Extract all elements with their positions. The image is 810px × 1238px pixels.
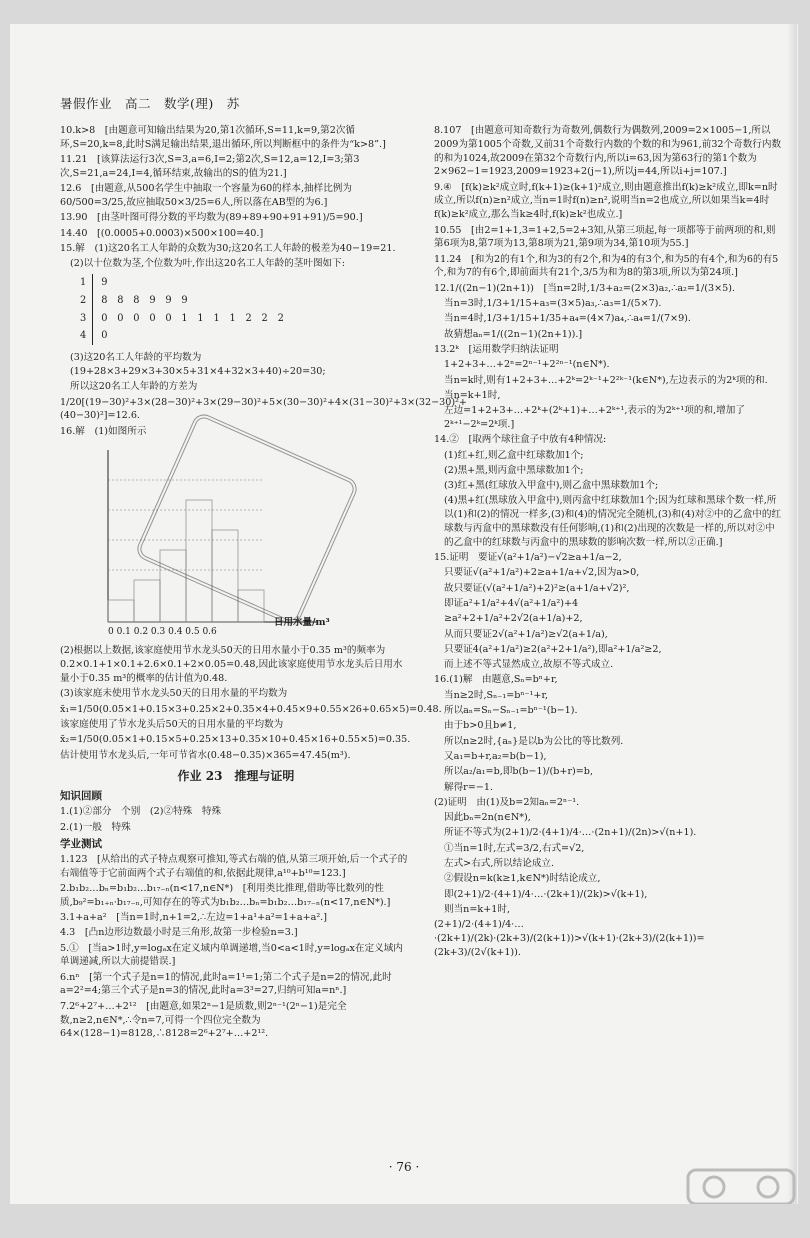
answer-15-part1: 15.解 (1)这20名工人年龄的众数为30;这20名工人年龄的极差为40−19=21. bbox=[60, 242, 396, 254]
answer-15-part1: 15.证明 要证√(a²+1/a²)−√2≥a+1/a−2, bbox=[434, 552, 622, 564]
leaf-values: 0 bbox=[101, 330, 108, 342]
answer-11: 11.21 [该算法运行3次,S=3,a=6,I=2;第2次,S=12,a=12,I=3;第3次,S=21,a=24,I=4,循环结束,故输出的S的值为21.] bbox=[60, 154, 360, 179]
answer-16-part5: 该家庭使用了节水龙头后50天的日用水量的平均数为 bbox=[60, 718, 284, 730]
answer-16-part8: 解得r=−1. bbox=[444, 781, 494, 793]
answer-15-part2: 只要证√(a²+1/a²)+2≥a+1/a+√2,因为a>0, bbox=[444, 567, 640, 579]
answer-15-part6: 从而只要证2√(a²+1/a²)≥√2(a+1/a), bbox=[444, 628, 608, 640]
answer-16-part7: 估计使用节水龙头后,一年可节省水(0.48−0.35)×365=47.45(m³). bbox=[60, 749, 351, 761]
answer-16-part1: 16.(1)解 由题意,Sₙ=bⁿ+r, bbox=[434, 674, 558, 686]
answer-9: 9.④ [f(k)≥k²成立时,f(k+1)≥(k+1)²成立,则由题意推出f(k)≥k²成立,即k=n时成立,所以f(n)≥n²成立,当n=1时f(n)≥n²,说明当n=2也成立,所以如果当k=4时f(k)≥k²成立,那么当k≥4时,f(k)≥k²也成立.] bbox=[434, 181, 778, 221]
answer-10: 10.55 [由2=1+1,3=1+2,5=2+3知,从第三项起,每一项都等于前两项的和,则第6项为8,第7项为13,第8项为21,第9项为34,第10项为55.] bbox=[434, 224, 776, 250]
answer-16-part2: 当n≥2时,Sₙ₋₁=bⁿ⁻¹+r, bbox=[444, 689, 549, 701]
answer-10: 10.k>8 [由题意可知输出结果为20,第1次循环,S=11,k=9,第2次循环,S=20,k=8,此时S满足输出结果,退出循环,所以判断框中的条件为“k>8”.] bbox=[60, 125, 386, 150]
stem-value: 1 bbox=[72, 274, 93, 292]
test-6: 6.nⁿ [第一个式子是n=1的情况,此时a=1¹=1;第二个式子是n=2的情况,此时a=2²=4;第三个式子是n=3的情况,此时a=3³=27,归纳可知a=nⁿ.] bbox=[60, 971, 392, 997]
answer-16-part1: 16.解 (1)如图所示 bbox=[60, 425, 147, 437]
answer-16-proof-9: (2+1)/2·(4+1)/4·…·(2k+1)/(2k)·(2k+3)/(2(k+1))>√(k+1)·(2k+3)/(2(k+1))=(2k+3)/(2√(k+1)). bbox=[434, 919, 705, 958]
leaf-values: 8 8 8 9 9 9 bbox=[101, 294, 188, 306]
knowledge-2: 2.(1)一般 特殊 bbox=[60, 821, 131, 833]
answer-8: 8.107 [由题意可知奇数行为奇数列,偶数行为偶数列,2009=2×1005−1,所以2009为第1005个奇数,又前31个奇数行内数的个数的和为961,前32个奇数行内数的和为1024,故2009在第32个奇数行内,所以i=63,因为第63行的第1个数为2×962−1=1923,2009=1923+2(j−1),所以j=44,所以i+j=107.] bbox=[434, 125, 782, 178]
answer-14-part5: (4)黑+红(黑球放入甲盒中),则丙盒中红球数加1个;因为红球和黑球个数一样,所以(1)和(2)的情况一样多,(3)和(4)的情况完全随机,(3)和(4)对②中的乙盒中的红球数与丙盒中的黑球数没有任何影响,(1)和(2)出现的次数是一样的,所以对②中的乙盒中的红球数与丙盒中的黑球数的影响次数一样,所以②正确.] bbox=[444, 495, 782, 548]
answer-15-part2: (2)以十位数为茎,个位数为叶,作出这20名工人年龄的茎叶图如下: bbox=[70, 258, 345, 270]
answer-16-part4: 由于b>0且b≠1, bbox=[444, 720, 517, 732]
answer-14-part2: (1)红+红,则乙盒中红球数加1个; bbox=[444, 449, 584, 461]
answer-12-part1: 12.1/((2n−1)(2n+1)) [当n=2时,1/3+a₂=(2×3)a₂,∴a₂=1/(3×5). bbox=[434, 282, 736, 294]
answer-14-part3: (2)黑+黑,则丙盒中黑球数加1个; bbox=[444, 464, 584, 476]
test-4: 4.3 [凸n边形边数最小时是三角形,故第一步检验n=3.] bbox=[60, 927, 298, 939]
answer-13-part4: 当n=k+1时, bbox=[444, 389, 501, 401]
answer-12-part2: 当n=3时,1/3+1/15+a₃=(3×5)a₃,∴a₃=1/(5×7). bbox=[444, 298, 662, 310]
answer-12-part3: 当n=4时,1/3+1/15+1/35+a₄=(4×7)a₄,∴a₄=1/(7×9). bbox=[444, 313, 691, 325]
page-edge-shadow bbox=[787, 24, 797, 1204]
answer-16-proof-4: ①当n=1时,左式=3/2,右式=√2, bbox=[444, 842, 585, 854]
left-column bbox=[60, 124, 467, 1043]
answer-13-part3: 当n=k时,则有1+2+3+…+2ᵏ=2ᵏ⁻¹+2²ᵏ⁻¹(k∈N*),左边表示的为2ᵏ项的和. bbox=[444, 374, 768, 386]
subsection-knowledge: 知识回顾 bbox=[60, 790, 102, 803]
answer-14-part4: (3)红+黑(红球放入甲盒中),则乙盒中黑球数加1个; bbox=[444, 480, 659, 492]
answer-16-part6: x̄₂=1/50(0.05×1+0.15×5+0.25×13+0.35×10+0.45×16+0.55×5)=0.35. bbox=[60, 734, 411, 746]
test-7: 7.2⁶+2⁷+…+2¹² [由题意,如果2ⁿ−1是质数,则2ⁿ⁻¹(2ⁿ−1)是完全数,n≥2,n∈N*,∴令n=7,可得一个四位完全数为64×(128−1)=8128,∴8128=2⁶+2⁷+…+2¹². bbox=[60, 1000, 347, 1040]
answer-14: 14.40 [(0.0005+0.0003)×500×100=40.] bbox=[60, 227, 264, 239]
document-page bbox=[10, 24, 798, 1204]
page-header: 暑假作业 高二 数学(理) 苏 bbox=[60, 96, 240, 111]
stem-value: 2 bbox=[72, 292, 93, 310]
answer-12: 12.6 [由题意,从500名学生中抽取一个容量为60的样本,抽样比例为60/500=3/25,故应抽取50×3/25=6人,所以落在AB型的为6.] bbox=[60, 183, 352, 208]
answer-16-proof-8: 则当n=k+1时, bbox=[444, 903, 511, 915]
section-title: 作业 23 推理与证明 bbox=[177, 769, 295, 784]
answer-13-part2: 1+2+3+…+2ⁿ=2ⁿ⁻¹+2²ⁿ⁻¹(n∈N*). bbox=[444, 359, 610, 371]
answer-16-proof-7: 即(2+1)/2·(4+1)/4·…·(2k+1)/(2k)>√(k+1), bbox=[444, 888, 648, 900]
answer-15-part5: 1/20[(19−30)²+3×(28−30)²+3×(29−30)²+5×(30−30)²+4×(31−30)²+3×(32−30)²+(40−30)²]=12.6. bbox=[60, 396, 467, 422]
leaf-values: 9 bbox=[101, 276, 108, 288]
test-3: 3.1+a+a² [当n=1时,n+1=2,∴左边=1+a¹+a²=1+a+a².] bbox=[60, 911, 327, 923]
stem-value: 3 bbox=[72, 310, 93, 328]
answer-16-part4: x̄₁=1/50(0.05×1+0.15×3+0.25×2+0.35×4+0.45×9+0.55×26+0.65×5)=0.48. bbox=[60, 703, 442, 715]
x-axis-label: 日用水量/m³ bbox=[274, 617, 330, 629]
answer-13: 13.90 [由茎叶图可得分数的平均数为(89+89+90+91+91)/5=90.] bbox=[60, 212, 363, 224]
answer-15-part5: ≥a²+2+1/a²+2√2(a+1/a)+2, bbox=[444, 613, 583, 625]
answer-16-part7: 所以a₂/a₁=b,即b(b−1)/(b+r)=b, bbox=[444, 766, 593, 778]
answer-16-proof-5: 左式>右式,所以结论成立. bbox=[444, 858, 555, 870]
answer-16-proof-1: (2)证明 由(1)及b=2知aₙ=2ⁿ⁻¹. bbox=[434, 796, 580, 808]
answer-11: 11.24 [和为2的有1个,和为3的有2个,和为4的有3个,和为5的有4个,和为6的有5个,和为7的有6个,即前面共有21个,3/5为和为8的第3项,所以为第24项.] bbox=[434, 253, 779, 279]
answer-16-proof-2: 因此bₙ=2n(n∈N*), bbox=[444, 812, 531, 824]
answer-16-part3: 所以aₙ=Sₙ−Sₙ₋₁=bⁿ⁻¹(b−1). bbox=[444, 705, 578, 717]
test-5: 5.① [当a>1时,y=logₐx在定义域内单调递增,当0<a<1时,y=logₐx在定义域内单调递减,所以大前提错误.] bbox=[60, 942, 403, 968]
knowledge-1: 1.(1)②部分 个别 (2)②特殊 特殊 bbox=[60, 806, 222, 818]
answer-15-part4: 所以这20名工人年龄的方差为 bbox=[70, 381, 198, 393]
answer-15-part3: (3)这20名工人年龄的平均数为(19+28×3+29×3+30×5+31×4+32×3+40)÷20=30; bbox=[70, 352, 326, 377]
answer-13-part1: 13.2ᵏ [运用数学归纳法证明 bbox=[434, 343, 559, 355]
answer-15-part3: 故只要证(√(a²+1/a²)+2)²≥(a+1/a+√2)², bbox=[444, 582, 630, 594]
histogram-figure bbox=[68, 440, 368, 640]
subsection-test: 学业测试 bbox=[60, 837, 102, 850]
answer-16-part3: (3)该家庭未使用节水龙头50天的日用水量的平均数为 bbox=[60, 688, 288, 700]
answer-13-part5: 左边=1+2+3+…+2ᵏ+(2ᵏ+1)+…+2ᵏ⁺¹,表示的为2ᵏ⁺¹项的和,增加了2ᵏ⁺¹−2ᵏ=2ᵏ项.] bbox=[444, 405, 745, 430]
answer-14-part1: 14.② [取两个球往盒子中放有4种情况: bbox=[434, 434, 607, 446]
stem-leaf-plot bbox=[72, 274, 292, 345]
answer-12-part4: 故猜想aₙ=1/((2n−1)(2n+1)).] bbox=[444, 328, 583, 340]
test-1: 1.123 [从给出的式子特点观察可推知,等式右端的值,从第三项开始,后一个式子的右端值等于它前面两个式子右端值的和,依据此规律,a¹⁰+b¹⁰=123.] bbox=[60, 853, 408, 879]
answer-15-part8: 而上述不等式显然成立,故原不等式成立. bbox=[444, 659, 614, 671]
answer-15-part7: 只要证4(a²+1/a²)≥2(a²+2+1/a²),即a²+1/a²≥2, bbox=[444, 643, 662, 655]
x-axis-ticks: 0 0.1 0.2 0.3 0.4 0.5 0.6 bbox=[108, 627, 217, 638]
watermark-logo bbox=[686, 1166, 796, 1204]
answer-16-part6: 又a₁=b+r,a₂=b(b−1), bbox=[444, 750, 547, 762]
answer-16-part2: (2)根据以上数据,该家庭使用节水龙头50天的日用水量小于0.35 m³的频率为0.2×0.1+1×0.1+2.6×0.1+2×0.05=0.48,因此该家庭使用节水龙头后日用水量小于0.35 m³的概率的估计值为0.48. bbox=[60, 645, 403, 685]
leaf-values: 0 0 0 0 0 1 1 1 1 2 2 2 bbox=[101, 312, 284, 324]
answer-16-proof-6: ②假设n=k(k≥1,k∈N*)时结论成立, bbox=[444, 873, 601, 885]
right-column bbox=[434, 124, 784, 961]
answer-15-part4: 即证a²+1/a²+4√(a²+1/a²)+4 bbox=[444, 598, 579, 609]
test-2: 2.b₁b₂…bₙ=b₁b₂…b₁₇₋ₙ(n<17,n∈N*) [利用类比推理,借助等比数列的性质,b₉²=b₁₊ₙ·b₁₇₋ₙ,可知存在的等式为b₁b₂…bₙ=b₁b₂…b₁₇₋ₙ(n<17,n∈N*).] bbox=[60, 882, 391, 908]
stem-value: 4 bbox=[72, 327, 93, 345]
page-number: · 76 · bbox=[388, 1160, 420, 1174]
answer-16-proof-3: 所证不等式为(2+1)/2·(4+1)/4·…·(2n+1)/(2n)>√(n+1). bbox=[444, 827, 697, 839]
answer-16-part5: 所以n≥2时,{aₙ}是以b为公比的等比数列. bbox=[444, 735, 624, 747]
